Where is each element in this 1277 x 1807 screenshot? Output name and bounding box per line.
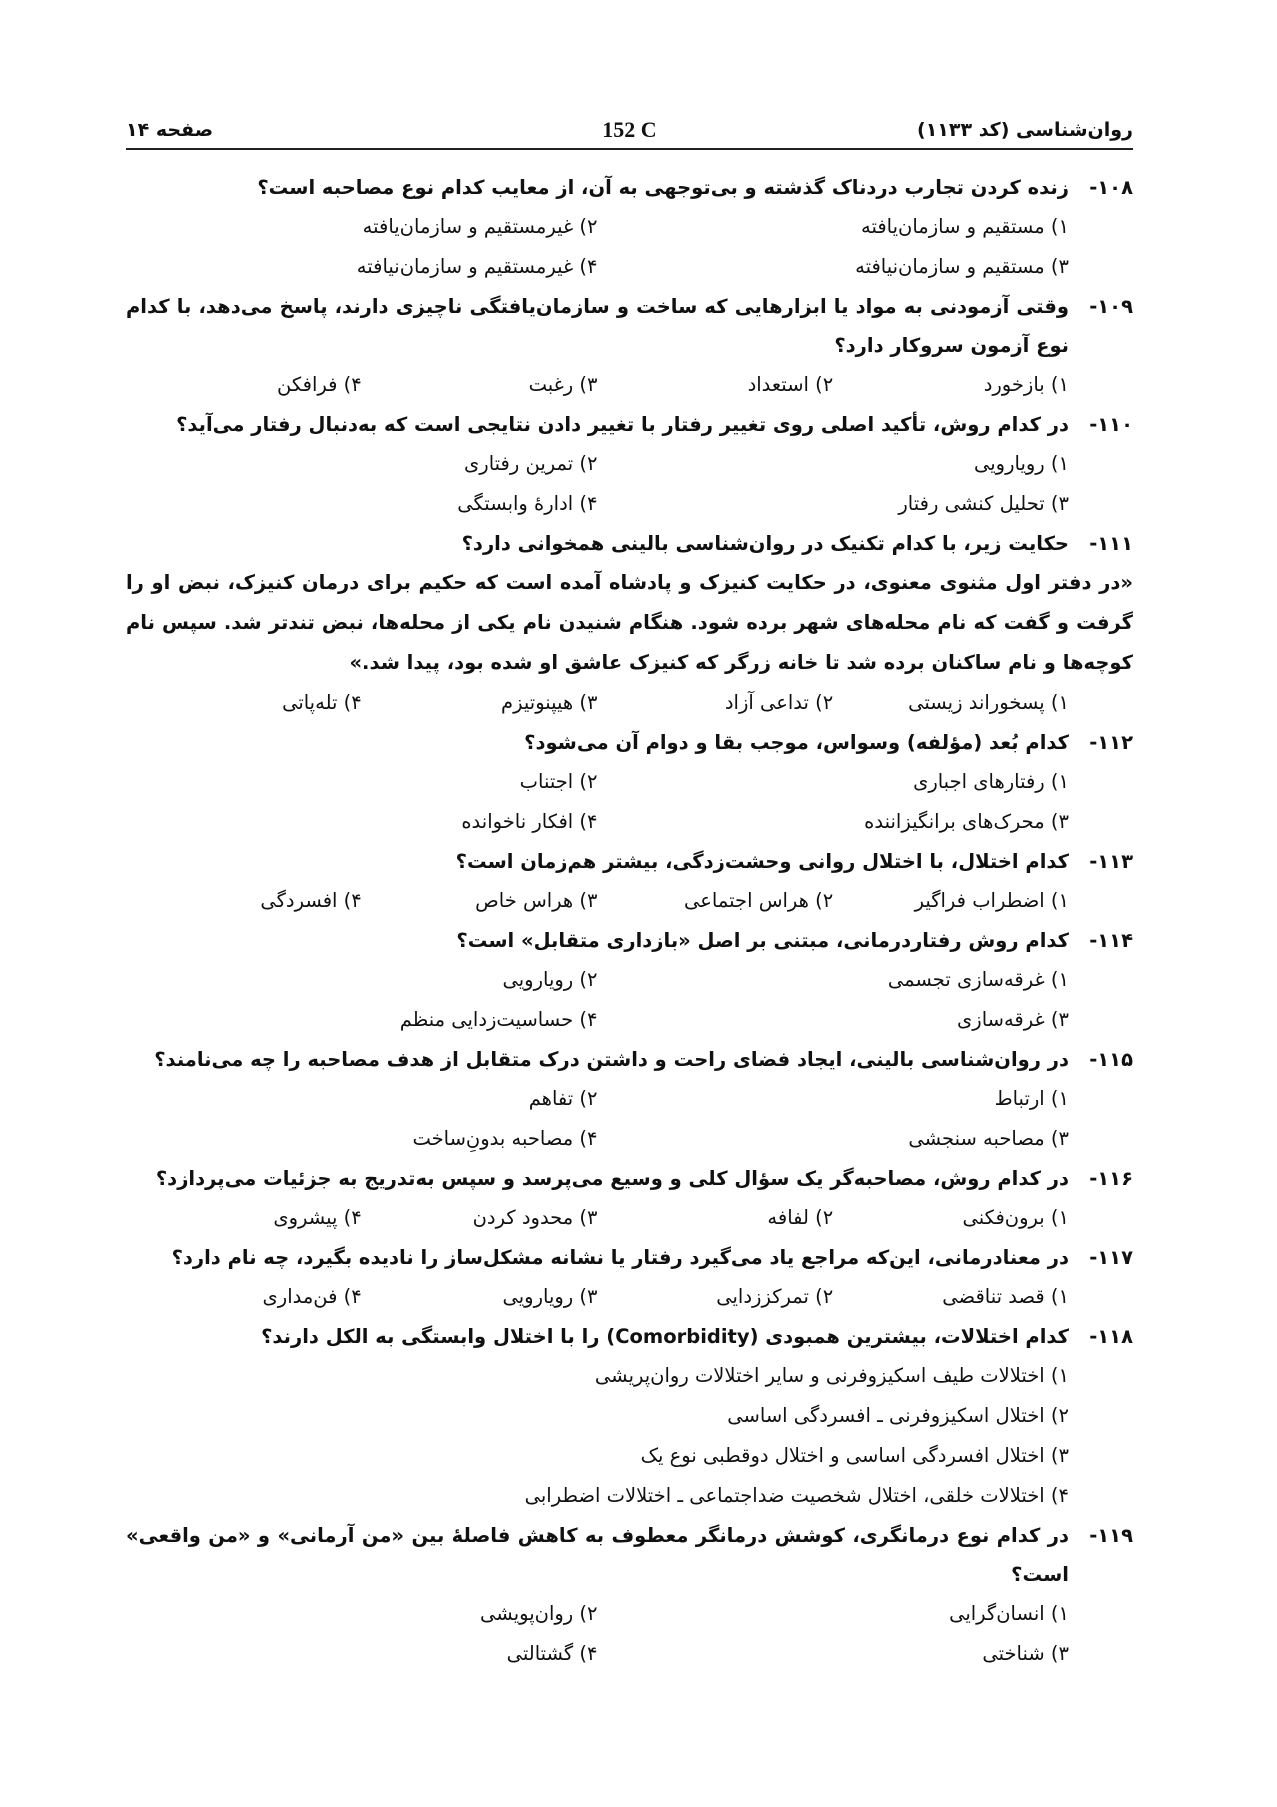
question-stem <box>126 405 1133 444</box>
option-3: ۳) محرک‌های برانگیزاننده <box>864 810 1069 833</box>
question-115 <box>126 1040 1133 1159</box>
question-text: کدام اختلالات، بیشترین همبودی (Comorbidity) را با اختلال وابستگی به الکل دارند؟ <box>261 1325 1069 1348</box>
page-number: صفحه ۱۴ <box>126 119 214 141</box>
question-stem <box>126 921 1133 960</box>
question-stem <box>126 1040 1133 1079</box>
option-4: ۴) حساسیت‌زدایی منظم <box>399 1008 598 1031</box>
question-stem <box>126 168 1133 207</box>
options-row <box>126 1634 1133 1674</box>
option-2: ۲) تمرین رفتاری <box>464 452 598 475</box>
option-2: ۲) تداعی آزاد <box>724 691 834 714</box>
question-stem <box>126 1159 1133 1198</box>
option-2: ۲) استعداد <box>747 373 834 396</box>
question-stem <box>126 1516 1133 1594</box>
option-2: ۲) اختلال اسکیزوفرنی ـ افسردگی اساسی <box>727 1404 1069 1427</box>
question-number: ۱۱۴- <box>1089 929 1133 952</box>
question-text: کدام روش رفتاردرمانی، مبتنی بر اصل «بازداری متقابل» است؟ <box>456 929 1069 952</box>
option-1: ۱) رویارویی <box>973 452 1069 475</box>
options-row <box>126 802 1133 842</box>
option-4: ۴) فرافکن <box>277 373 362 396</box>
option-2: ۲) تفاهم <box>528 1087 598 1110</box>
option-2: ۲) رویارویی <box>502 968 598 991</box>
question-number: ۱۱۷- <box>1089 1246 1133 1269</box>
option-2: ۲) هراس اجتماعی <box>684 889 834 912</box>
question-stem <box>126 287 1133 365</box>
question-number: ۱۰۹- <box>1089 295 1133 318</box>
option-1: ۱) ارتباط <box>994 1087 1069 1110</box>
question-number: ۱۱۳- <box>1089 850 1133 873</box>
option-3: ۳) هیپنوتیزم <box>501 691 598 714</box>
question-number: ۱۱۲- <box>1089 731 1133 754</box>
question-stem <box>126 1238 1133 1277</box>
option-3: ۳) رغبت <box>528 373 598 396</box>
question-number: ۱۱۹- <box>1089 1524 1133 1547</box>
option-1: ۱) اختلالات طیف اسکیزوفرنی و سایر اختلالات روان‌پریشی <box>594 1364 1069 1387</box>
option-2: ۲) لفافه <box>767 1206 834 1229</box>
options-row <box>126 1594 1133 1634</box>
question-stem <box>126 1317 1133 1356</box>
option-1: ۱) برون‌فکنی <box>962 1206 1069 1229</box>
question-119 <box>126 1516 1133 1674</box>
question-113 <box>126 842 1133 921</box>
question-118 <box>126 1317 1133 1516</box>
option-1: ۱) مستقیم و سازمان‌یافته <box>861 215 1069 238</box>
question-text: در کدام نوع درمانگری، کوشش درمانگر معطوف به کاهش فاصلهٔ بین «من آرمانی» و «من واقعی» است؟ <box>126 1524 1069 1586</box>
question-stem <box>126 524 1133 563</box>
option-2: ۲) غیرمستقیم و سازمان‌یافته <box>362 215 598 238</box>
option-1: ۱) رفتارهای اجباری <box>913 770 1069 793</box>
options-row <box>126 1119 1133 1159</box>
question-text: حکایت زیر، با کدام تکنیک در روان‌شناسی بالینی همخوانی دارد؟ <box>461 532 1069 555</box>
question-number: ۱۱۸- <box>1089 1325 1133 1348</box>
question-text: وقتی آزمودنی به مواد یا ابزارهایی که ساخت و سازمان‌یافتگی ناچیزی دارند، پاسخ می‌دهد، با کدام نوع آزمون سروکار دارد؟ <box>126 295 1069 357</box>
option-3: ۳) هراس خاص <box>475 889 598 912</box>
options-row <box>126 247 1133 287</box>
page-header <box>126 118 1133 150</box>
question-number: ۱۱۵- <box>1089 1048 1133 1071</box>
booklet-code: 152 C <box>602 117 657 142</box>
option-3: ۳) غرقه‌سازی <box>957 1008 1069 1031</box>
option-2: ۲) اجتناب <box>519 770 598 793</box>
option-4: ۴) غیرمستقیم و سازمان‌نیافته <box>356 255 598 278</box>
option-3: ۳) محدود کردن <box>472 1206 598 1229</box>
options-row <box>126 683 1133 723</box>
question-number: ۱۱۱- <box>1089 532 1133 555</box>
question-text: در معنادرمانی، این‌که مراجع یاد می‌گیرد رفتار یا نشانه مشکل‌ساز را نادیده بگیرد، چه نام دارد؟ <box>171 1246 1069 1269</box>
question-text: در کدام روش، تأکید اصلی روی تغییر رفتار با تغییر دادن نتایجی است که به‌دنبال رفتار می‌آید؟ <box>176 413 1069 436</box>
option-3: ۳) رویارویی <box>502 1285 598 1308</box>
option-2: ۲) تمرکززدایی <box>716 1285 834 1308</box>
option-3: ۳) اختلال افسردگی اساسی و اختلال دوقطبی نوع یک <box>640 1444 1069 1467</box>
option-4: ۴) پیشروی <box>273 1206 362 1229</box>
option-1: ۱) پسخوراند زیستی <box>908 691 1069 714</box>
options-row <box>126 365 1133 405</box>
question-112 <box>126 723 1133 842</box>
option-1: ۱) اضطراب فراگیر <box>914 889 1069 912</box>
options-row <box>126 960 1133 1000</box>
options-row <box>126 484 1133 524</box>
question-114 <box>126 921 1133 1040</box>
options-column <box>126 1356 1133 1516</box>
options-row <box>126 207 1133 247</box>
question-number: ۱۱۰- <box>1089 413 1133 436</box>
option-4: ۴) گشتالتی <box>506 1642 598 1665</box>
option-4: ۴) افکار ناخوانده <box>461 810 598 833</box>
question-111 <box>126 524 1133 723</box>
option-2: ۲) روان‌پویشی <box>480 1602 598 1625</box>
option-4: ۴) ادارهٔ وابستگی <box>457 492 598 515</box>
option-1: ۱) بازخورد <box>983 373 1069 396</box>
option-3: ۳) شناختی <box>982 1642 1069 1665</box>
question-116 <box>126 1159 1133 1238</box>
option-4: ۴) تله‌پاتی <box>282 691 362 714</box>
option-4: ۴) مصاحبه بدون‌ِساخت <box>412 1127 598 1150</box>
option-3: ۳) مصاحبه سنجشی <box>908 1127 1069 1150</box>
subject-title: روان‌شناسی (کد ۱۱۳۳) <box>917 119 1133 141</box>
options-row <box>126 1000 1133 1040</box>
options-row <box>126 881 1133 921</box>
anecdote-quote: «در دفتر اول مثنوی معنوی، در حکایت کنیزک و پادشاه آمده است که حکیم برای درمان کنیزک، نبض او را گرفت و گفت که نام محله‌های شهر برده شود. هنگام شنیدن نام یکی از محله‌ها، نبض تندتر شد. سپس نام کوچه‌ها و نام ساکنان برده شد تا خانه زرگر که کنیزک عاشق او شده بود، پیدا شد.» <box>126 571 1133 674</box>
question-117 <box>126 1238 1133 1317</box>
question-108 <box>126 168 1133 287</box>
option-4: ۴) فن‌مداری <box>262 1285 362 1308</box>
question-text: زنده کردن تجارب دردناک گذشته و بی‌توجهی به آن، از معایب کدام نوع مصاحبه است؟ <box>257 176 1069 199</box>
option-4: ۴) اختلالات خلقی، اختلال شخصیت ضداجتماعی ـ اختلالات اضطرابی <box>524 1484 1069 1507</box>
option-1: ۱) انسان‌گرایی <box>949 1602 1069 1625</box>
option-1: ۱) غرقه‌سازی تجسمی <box>887 968 1069 991</box>
option-3: ۳) مستقیم و سازمان‌نیافته <box>855 255 1069 278</box>
question-text: در روان‌شناسی بالینی، ایجاد فضای راحت و داشتن درک متقابل از هدف مصاحبه را چه می‌نامند؟ <box>154 1048 1069 1071</box>
question-stem <box>126 842 1133 881</box>
options-row <box>126 1079 1133 1119</box>
question-number: ۱۰۸- <box>1089 176 1133 199</box>
question-110 <box>126 405 1133 524</box>
question-text: کدام بُعد (مؤلفه) وسواس، موجب بقا و دوام آن می‌شود؟ <box>524 731 1069 754</box>
options-row <box>126 444 1133 484</box>
option-3: ۳) تحلیل کنشی رفتار <box>898 492 1069 515</box>
options-row <box>126 1198 1133 1238</box>
question-109 <box>126 287 1133 405</box>
question-text: در کدام روش، مصاحبه‌گر یک سؤال کلی و وسیع می‌پرسد و سپس به‌تدریج به جزئیات می‌پردازد؟ <box>155 1167 1069 1190</box>
options-row <box>126 1277 1133 1317</box>
question-list <box>126 168 1133 1674</box>
question-number: ۱۱۶- <box>1089 1167 1133 1190</box>
options-row <box>126 762 1133 802</box>
question-stem <box>126 723 1133 762</box>
question-text: کدام اختلال، با اختلال روانی وحشت‌زدگی، بیشتر هم‌زمان است؟ <box>455 850 1069 873</box>
option-4: ۴) افسردگی <box>260 889 362 912</box>
option-1: ۱) قصد تناقضی <box>942 1285 1069 1308</box>
